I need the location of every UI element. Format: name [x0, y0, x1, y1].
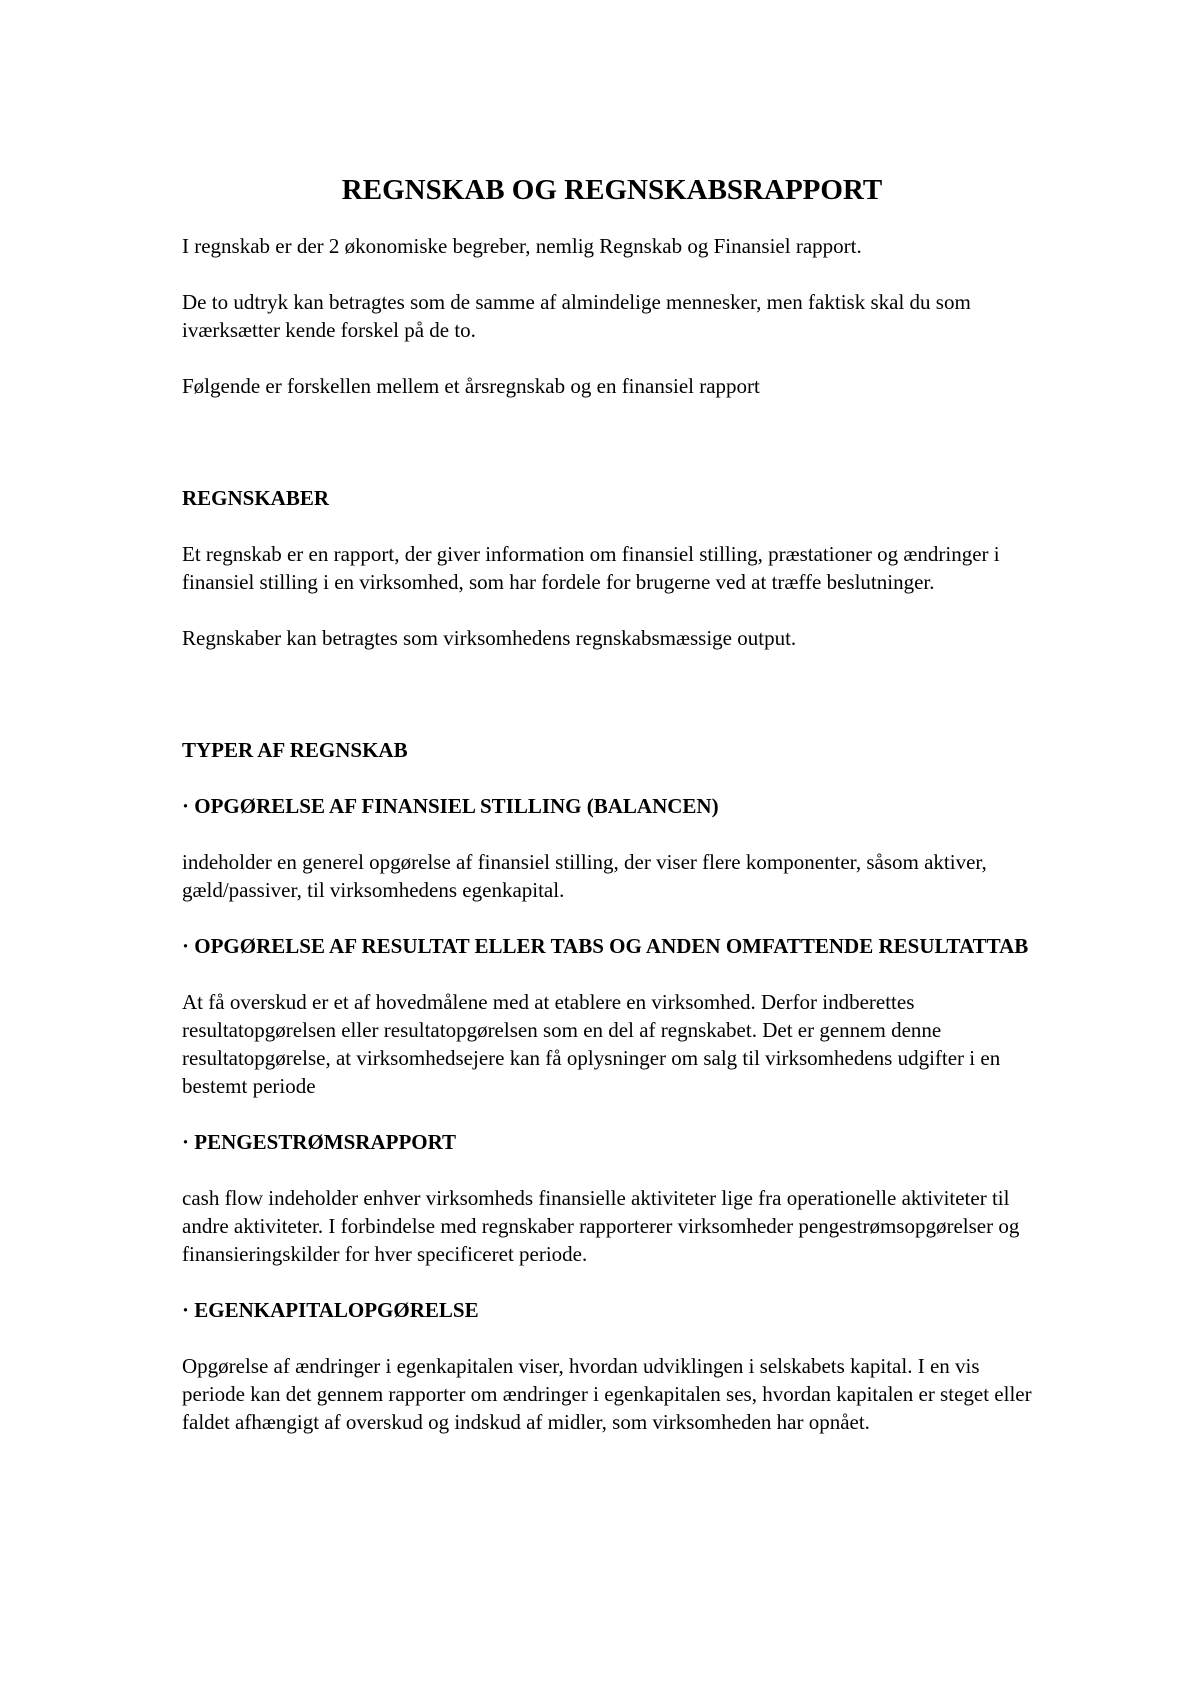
- bullet-text: Opgørelse af ændringer i egenkapitalen viser, hvordan udviklingen i selskabets kapital. I en vis periode kan det gennem rapporter om ændringer i egenkapitalen ses, hvordan kapitalen er steget eller faldet afhængigt af overskud og indskud af midler, som virksomheden har opnået.: [182, 1354, 1032, 1434]
- bullet-text: cash flow indeholder enhver virksomheds finansielle aktiviteter lige fra operationelle aktiviteter til andre aktiviteter. I forbindelse med regnskaber rapporterer virksomheder pengestrømsopgørelser og finansieringskilder for hver specificeret periode.: [182, 1186, 1020, 1266]
- bullet-text: At få overskud er et af hovedmålene med at etablere en virksomhed. Derfor indberettes resultatopgørelsen eller resultatopgørelsen som en del af regnskabet. Det er gennem denne resultatopgørelse, at virksomhedsejere kan få oplysninger om salg til virksomhedens udgifter i en bestemt periode: [182, 990, 1001, 1098]
- section-heading-typer: TYPER AF REGNSKAB: [182, 738, 408, 762]
- bullet-text: indeholder en generel opgørelse af finansiel stilling, der viser flere komponenter, såsom aktiver, gæld/passiver, til virksomhedens egenkapital.: [182, 850, 987, 902]
- intro-paragraph: De to udtryk kan betragtes som de samme af almindelige mennesker, men faktisk skal du som iværksætter kende forskel på de to.: [182, 290, 971, 342]
- section-heading-regnskaber: REGNSKABER: [182, 486, 330, 510]
- section-paragraph: Regnskaber kan betragtes som virksomhedens regnskabsmæssige output.: [182, 626, 797, 650]
- bullet-heading: · OPGØRELSE AF FINANSIEL STILLING (BALANCEN): [182, 794, 719, 818]
- bullet-heading: · OPGØRELSE AF RESULTAT ELLER TABS OG ANDEN OMFATTENDE RESULTATTAB: [182, 934, 1029, 958]
- section-paragraph: Et regnskab er en rapport, der giver information om finansiel stilling, præstationer og ændringer i finansiel stilling i en virksomhed, som har fordele for brugerne ved at træffe beslutninger.: [182, 542, 1000, 594]
- intro-paragraph: Følgende er forskellen mellem et årsregnskab og en finansiel rapport: [182, 374, 760, 398]
- document-title: REGNSKAB OG REGNSKABSRAPPORT: [341, 174, 883, 206]
- intro-paragraph: I regnskab er der 2 økonomiske begreber, nemlig Regnskab og Finansiel rapport.: [182, 234, 862, 258]
- bullet-heading: · EGENKAPITALOPGØRELSE: [182, 1298, 479, 1322]
- bullet-heading: · PENGESTRØMSRAPPORT: [182, 1130, 457, 1154]
- document-body: [182, 172, 1042, 1464]
